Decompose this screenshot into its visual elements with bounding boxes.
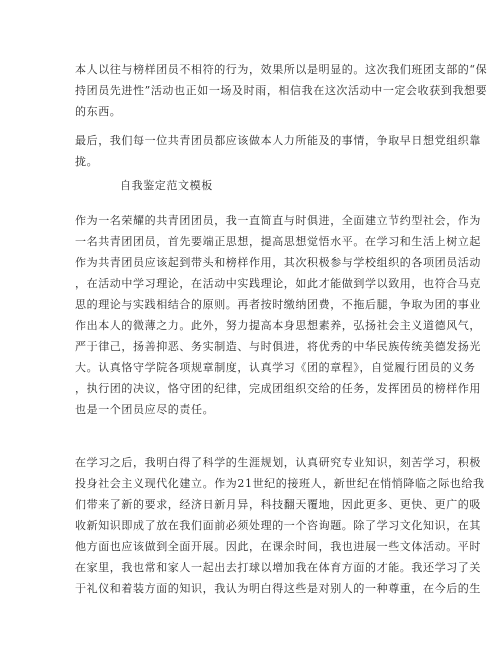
paragraph-line: ，执行团的决议，恪守团的纪律，完成团组织交给的任务，发挥团员的榜样作用 [75, 382, 481, 395]
paragraph-line: 在家里，我也常和家人一起出去打球以增加我在体育方面的才能。我还学习了关 [75, 561, 481, 574]
paragraph-line: ，在活动中学习理论，在活动中实践理论，如此才能做到学以致用，也符合马克 [75, 277, 481, 290]
paragraph-line: 投身社会主义现代化建立。作为21世纪的接班人，新世纪在悄悄降临之际也给我 [75, 477, 485, 490]
paragraph-2 [75, 130, 481, 172]
paragraph-line: 作为共青团员应该起到带头和榜样作用，其次积极参与学校组织的各项团员活动 [75, 256, 481, 269]
paragraph-line: 拢。 [75, 155, 99, 168]
paragraph-line: 大。认真恪守学院各项规章制度，认真学习《团的章程》，自觉履行团员的义务 [75, 361, 476, 374]
paragraph-line: 的东西。 [75, 105, 122, 118]
paragraph-line: 也是一个团员应尽的责任。 [75, 403, 215, 416]
paragraph-line: 作为一名荣耀的共青团团员，我一直简直与时俱进，全面建立节约型社会，作为 [75, 214, 481, 227]
paragraph-line: 于礼仪和着装方面的知识，我认为明白得这些是对别人的一种尊重，在今后的生 [75, 582, 481, 595]
paragraph-line: 在学习之后，我明白得了科学的生涯规划，认真研究专业知识，刻苦学习，积极 [75, 456, 481, 469]
section-title: 自我鉴定范文模板 [120, 179, 213, 192]
paragraph-line: 作出本人的微薄之力。此外，努力提高本身思想素养，弘扬社会主义道德风气， [75, 319, 481, 332]
paragraph-line: 收新知识即成了放在我们面前必须处理的一个咨询题。除了学习文化知识，在其 [75, 519, 481, 532]
paragraph-line: 本人以往与榜样团员不相符的行为，效果所以是明显的。这次我们班团支部的“保 [75, 63, 488, 76]
paragraph-line: 最后，我们每一位共青团员都应该做本人力所能及的事情，争取早日想党组织靠 [75, 134, 481, 147]
paragraph-3 [75, 210, 481, 420]
paragraph-line: 他方面也应该做到全面开展。因此，在课余时间，我也进展一些文体活动。平时 [75, 540, 481, 553]
paragraph-line: 持团员先进性”活动也正如一场及时雨，相信我在这次活动中一定会收获到我想要 [75, 84, 488, 97]
paragraph-4 [75, 452, 485, 599]
paragraph-line: 思的理论与实践相结合的原则。再者按时缴纳团费，不拖后腿，争取为团的事业 [75, 298, 481, 311]
paragraph-line: 们带来了新的要求，经济日新月异，科技翻天覆地，因此更多、更快、更广的吸 [75, 498, 481, 511]
paragraph-1 [75, 59, 488, 122]
paragraph-line: 严于律己，扬善抑恶、务实制造、与时俱进，将优秀的中华民族传统美德发扬光 [75, 340, 481, 353]
paragraph-line: 一名共青团团员，首先要端正思想，提高思想觉悟水平。在学习和生活上树立起 [75, 235, 481, 248]
